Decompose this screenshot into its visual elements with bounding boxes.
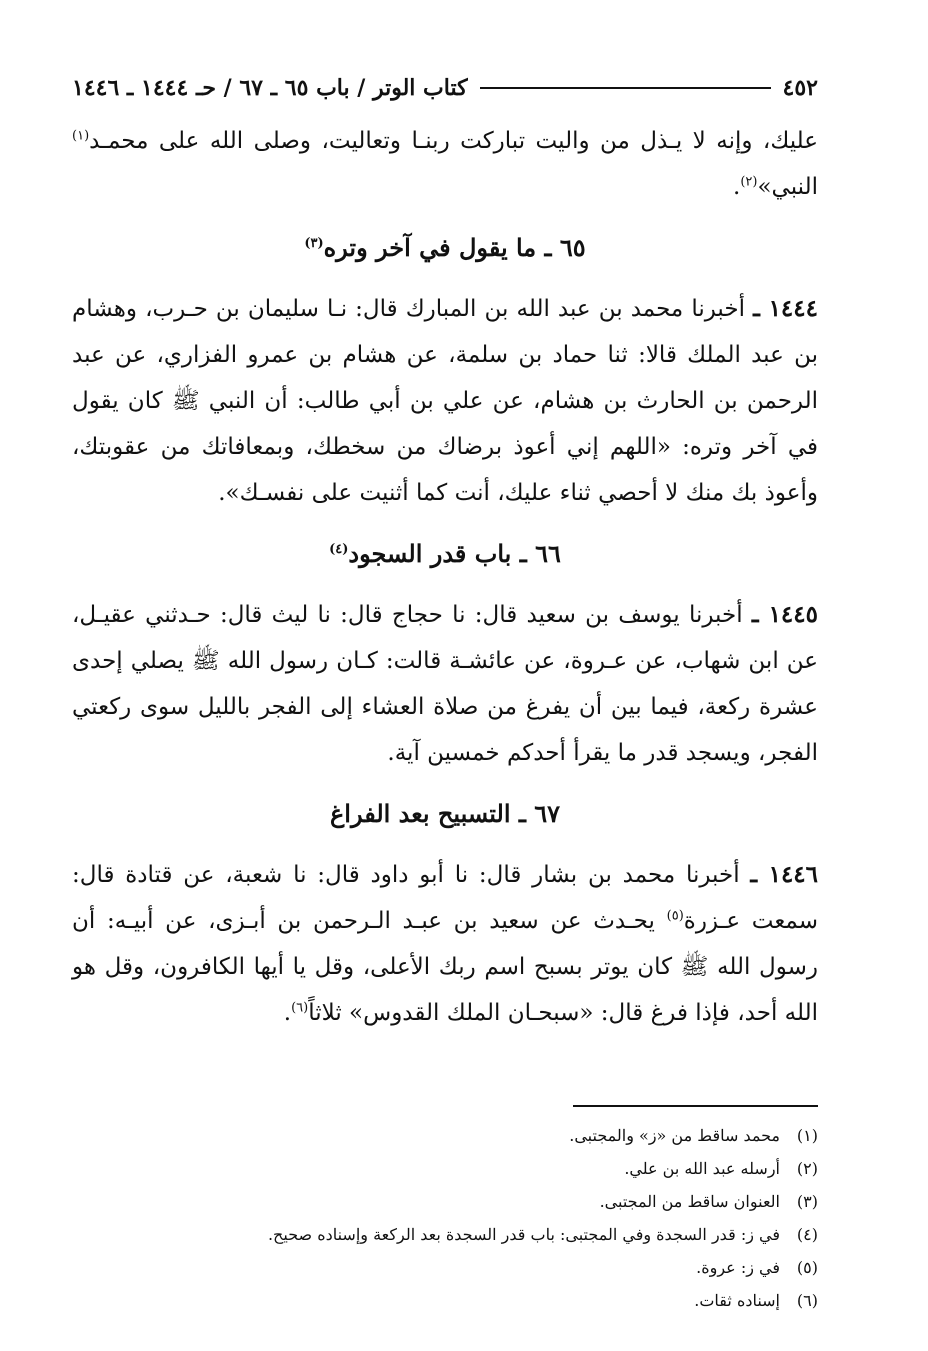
footnote-item bbox=[110, 1284, 818, 1317]
footnote-text: إسناده ثقات. bbox=[694, 1291, 780, 1310]
footnote-number: (٦) bbox=[796, 1291, 818, 1310]
chapter-heading-66 bbox=[72, 534, 818, 574]
intro-line-2: النبي» bbox=[757, 174, 818, 200]
footnote-text: في ز: قدر السجدة وفي المجتبى: باب قدر السجدة بعد الركعة وإسناده صحيح. bbox=[267, 1225, 780, 1244]
footnote-text: العنوان ساقط من المجتبى. bbox=[599, 1192, 780, 1211]
footnote-ref-1[interactable]: (١) bbox=[72, 128, 90, 144]
chapter-67-title: ٦٧ ـ التسبيح بعد الفراغ bbox=[329, 799, 561, 828]
footnote-item bbox=[110, 1185, 818, 1218]
hadith-1446-text-b: يحـدث عن سعيد بن عبـد الـرحمن بن أبـزى، عن أبيـه: أن رسول الله ﷺ كان يوتر بسبح اسم ربك الأعلى، وقل يا أيها الكافرون، وقل هو الله أحد، فإذا فرغ قال: «سبحـان الملك القدوس» ثلاثاً bbox=[72, 908, 818, 1026]
main-text bbox=[72, 118, 818, 1054]
running-title: كتاب الوتر / باب ٦٥ ـ ٦٧ / حـ ١٤٤٤ ـ ١٤٤٦ bbox=[72, 75, 468, 101]
footnote-item bbox=[110, 1218, 818, 1251]
chapter-65-title: ٦٥ ـ ما يقول في آخر وتره bbox=[323, 233, 586, 262]
footnote-number: (٢) bbox=[796, 1159, 818, 1178]
footnote-ref-5[interactable]: (٥) bbox=[666, 908, 684, 924]
hadith-1446-text-a: أخبرنا محمد بن بشار قال: نا أبو داود قال: نا شعبة، عن قتادة قال: سمعت عـزرة bbox=[72, 862, 818, 934]
footnote-item bbox=[110, 1119, 818, 1152]
footnote-number: (٥) bbox=[796, 1258, 818, 1277]
footnote-separator bbox=[573, 1105, 818, 1107]
footnote-text: في ز: عروة. bbox=[696, 1258, 780, 1277]
footnote-ref-6[interactable]: (٦) bbox=[291, 1000, 309, 1016]
footnote-text: محمد ساقط من «ز» والمجتبى. bbox=[569, 1126, 780, 1145]
hadith-1445-text: أخبرنا يوسف بن سعيد قال: نا حجاج قال: نا ليث قال: حـدثني عقيـل، عن ابن شهاب، عن عـروة، عن عائشـة قالت: كـان رسول الله ﷺ يصلي إحدى عشرة ركعة، فيما بين أن يفرغ من صلاة العشاء إلى الفجر بالليل سوى ركعتي الفجر، ويسجد قدر ما يقرأ أحدكم خمسين آية. bbox=[72, 602, 818, 766]
header-rule bbox=[480, 87, 771, 89]
hadith-1446 bbox=[72, 852, 818, 1036]
hadith-number-1446: ١٤٤٦ ـ bbox=[750, 861, 819, 888]
intro-paragraph bbox=[72, 118, 818, 210]
footnotes bbox=[110, 1105, 818, 1317]
intro-line-1: عليك، وإنه لا يـذل من واليت تباركت ربنـا وتعاليت، وصلى الله على محمـد bbox=[89, 128, 818, 154]
hadith-1444 bbox=[72, 286, 818, 516]
chapter-66-title: ٦٦ ـ باب قدر السجود bbox=[348, 539, 561, 568]
intro-end: . bbox=[733, 174, 741, 200]
chapter-heading-67 bbox=[72, 794, 818, 834]
footnote-ref-3[interactable]: (٣) bbox=[304, 236, 324, 251]
hadith-number-1444: ١٤٤٤ ـ bbox=[753, 295, 818, 322]
footnote-ref-2[interactable]: (٢) bbox=[740, 174, 758, 190]
chapter-heading-65 bbox=[72, 228, 818, 268]
footnote-item bbox=[110, 1152, 818, 1185]
page-number: ٤٥٢ bbox=[782, 75, 818, 101]
hadith-1445 bbox=[72, 592, 818, 776]
hadith-number-1445: ١٤٤٥ ـ bbox=[751, 601, 818, 628]
running-header bbox=[72, 70, 818, 106]
footnote-number: (٤) bbox=[796, 1225, 818, 1244]
footnote-item bbox=[110, 1251, 818, 1284]
footnote-text: أرسله عبد الله بن علي. bbox=[624, 1159, 780, 1178]
hadith-1444-text: أخبرنا محمد بن عبد الله بن المبارك قال: نـا سليمان بن حـرب، وهشام بن عبد الملك قالا: ثنا حماد بن سلمة، عن هشام بن عمرو الفزاري، عن عبد الرحمن بن الحارث بن هشام، عن علي بن أبي طالب: أن النبي ﷺ كان يقول في آخر وتره: «اللهم إني أعوذ برضاك من سخطك، وبمعافاتك من عقوبتك، وأعوذ بك منك لا أحصي ثناء عليك، أنت كما أثنيت على نفسـك». bbox=[72, 296, 818, 506]
footnote-number: (١) bbox=[796, 1126, 818, 1145]
footnote-number: (٣) bbox=[796, 1192, 818, 1211]
footnote-ref-4[interactable]: (٤) bbox=[329, 542, 349, 557]
hadith-1446-end: . bbox=[283, 1000, 292, 1026]
